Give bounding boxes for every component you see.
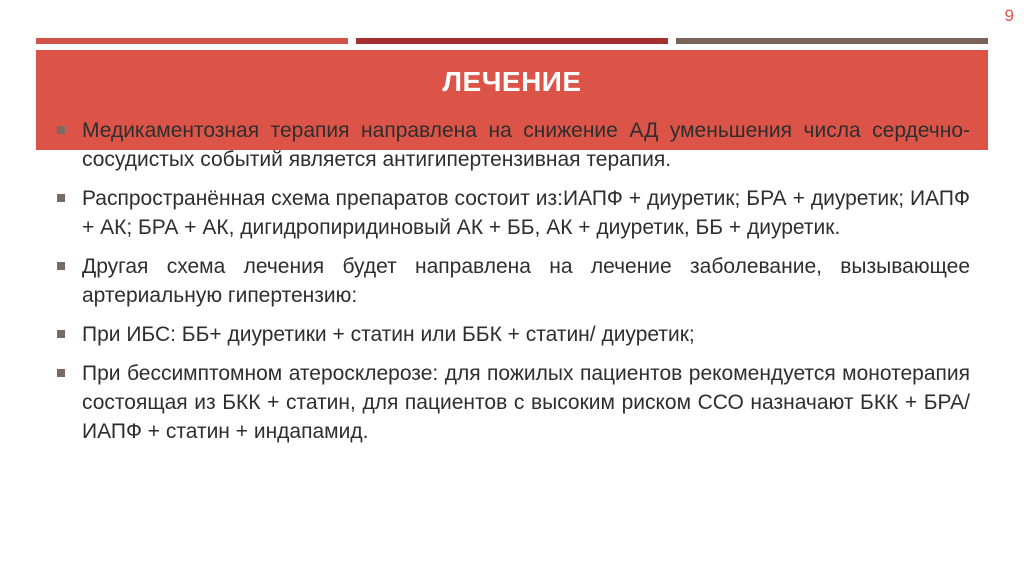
bullet-item-1 bbox=[54, 116, 970, 174]
bullet-text: Медикаментозная терапия направлена на снижение АД уменьшения числа сердечно-сосудистых событий является антигипертензивная терапия. bbox=[82, 119, 970, 171]
bullet-text: При бессимптомном атеросклерозе: для пожилых пациентов рекомендуется монотерапия состоящая из БКК + статин, для пациентов с высоким риском ССО назначают БКК + БРА/ИАПФ + статин + индапамид. bbox=[82, 362, 970, 443]
bullet-item-3 bbox=[54, 252, 970, 310]
square-bullet-icon bbox=[57, 194, 65, 202]
top-stripe-1 bbox=[36, 38, 348, 44]
bullet-item-2 bbox=[54, 184, 970, 242]
top-stripe-3 bbox=[676, 38, 988, 44]
bullet-text: Другая схема лечения будет направлена на лечение заболевание, вызывающее артериальную гипертензию: bbox=[82, 255, 970, 307]
bullet-list bbox=[54, 116, 970, 456]
bullet-item-4 bbox=[54, 320, 970, 349]
bullet-item-5 bbox=[54, 359, 970, 446]
square-bullet-icon bbox=[57, 369, 65, 377]
square-bullet-icon bbox=[57, 126, 65, 134]
slide-title: ЛЕЧЕНИЕ bbox=[442, 66, 582, 97]
square-bullet-icon bbox=[57, 262, 65, 270]
page-number: 9 bbox=[1004, 6, 1014, 25]
bullet-text: При ИБС: ББ+ диуретики + статин или ББК + статин/ диуретик; bbox=[82, 323, 695, 346]
square-bullet-icon bbox=[57, 330, 65, 338]
bullet-text: Распространённая схема препаратов состоит из:ИАПФ + диуретик; БРА + диуретик; ИАПФ + АК; БРА + АК, дигидропиридиновый АК + ББ, АК + диуретик, ББ + диуретик. bbox=[82, 187, 970, 239]
top-stripe-2 bbox=[356, 38, 668, 44]
